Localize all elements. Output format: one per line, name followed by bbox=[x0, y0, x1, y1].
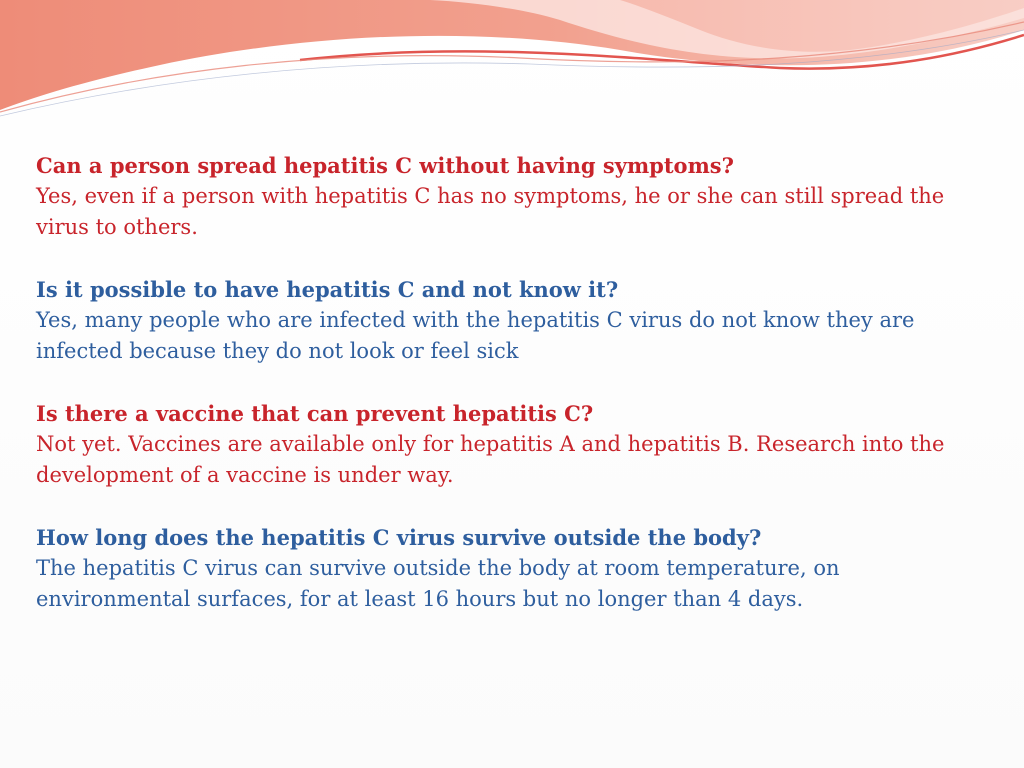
faq-answer: Yes, many people who are infected with the hepatitis C virus do not know they are infected because they do not look or feel sick bbox=[36, 308, 915, 363]
faq-answer: Yes, even if a person with hepatitis C has no symptoms, he or she can still spread the virus to others. bbox=[36, 184, 945, 239]
faq-question: How long does the hepatitis C virus survive outside the body? bbox=[36, 525, 762, 550]
header-wave-decoration bbox=[0, 0, 1024, 120]
faq-item bbox=[36, 398, 986, 491]
faq-content bbox=[36, 150, 986, 646]
faq-item bbox=[36, 274, 986, 367]
faq-question: Is there a vaccine that can prevent hepatitis C? bbox=[36, 401, 594, 426]
faq-answer: The hepatitis C virus can survive outside the body at room temperature, on environmental surfaces, for at least 16 hours but no longer than 4 days. bbox=[36, 556, 840, 611]
faq-answer: Not yet. Vaccines are available only for hepatitis A and hepatitis B. Research into the development of a vaccine is under way. bbox=[36, 432, 945, 487]
faq-question: Can a person spread hepatitis C without having symptoms? bbox=[36, 153, 734, 178]
faq-question: Is it possible to have hepatitis C and not know it? bbox=[36, 277, 619, 302]
faq-item bbox=[36, 522, 986, 615]
faq-item bbox=[36, 150, 986, 243]
